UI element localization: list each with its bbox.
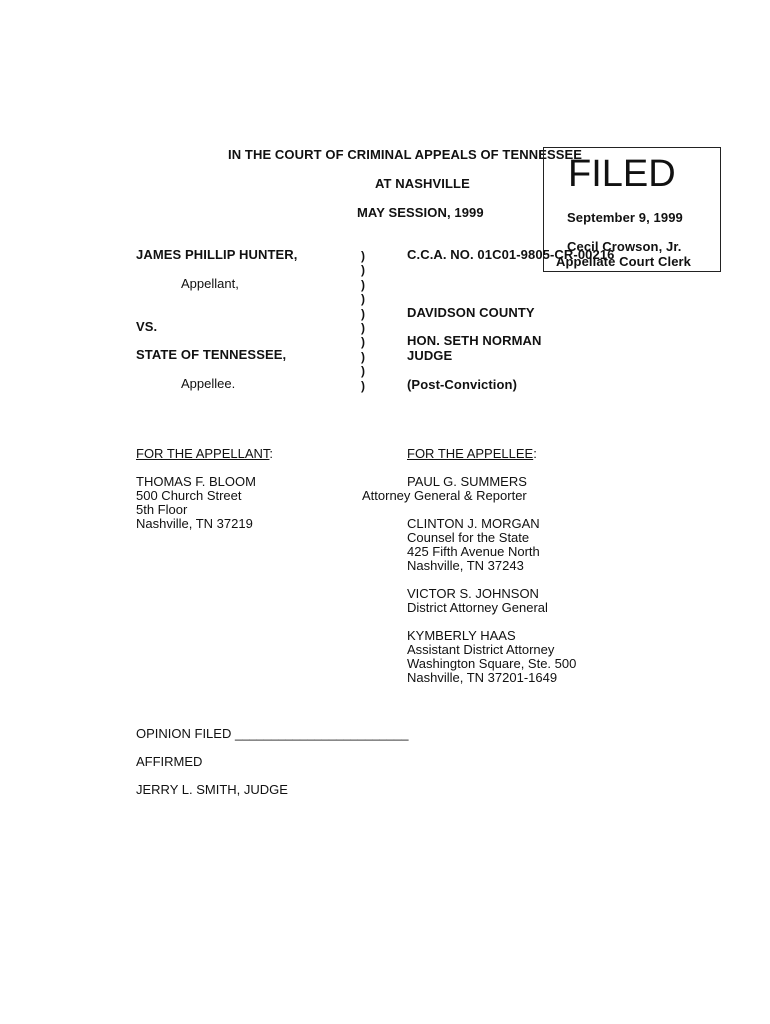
county: DAVIDSON COUNTY — [407, 305, 535, 320]
counsel-line: 425 Fifth Avenue North — [407, 544, 540, 559]
stamp-clerk-name: Cecil Crowson, Jr. — [567, 239, 682, 254]
assistant-da-block — [407, 629, 576, 685]
counsel-line: CLINTON J. MORGAN — [407, 516, 540, 531]
stamp-filed-label: FILED — [568, 153, 676, 195]
stamp-date: September 9, 1999 — [567, 210, 683, 225]
counsel-line: Nashville, TN 37243 — [407, 558, 524, 573]
counsel-line: VICTOR S. JOHNSON — [407, 586, 539, 601]
court-location: AT NASHVILLE — [375, 176, 470, 191]
counsel-line: Counsel for the State — [407, 530, 530, 545]
counsel-line: Nashville, TN 37219 — [136, 516, 253, 531]
counsel-line: 500 Church Street — [136, 488, 242, 503]
disposition: AFFIRMED — [136, 754, 203, 769]
caption-separator: ) ) ) ) ) ) ) ) ) ) — [361, 249, 365, 393]
appellee-counsel-header: FOR THE APPELLEE: — [407, 446, 537, 461]
attorney-general-title: Attorney General & Reporter — [362, 488, 527, 503]
appellee-role: Appellee. — [181, 376, 236, 391]
case-number: C.C.A. NO. 01C01-9805-CR-00216 — [407, 247, 615, 262]
court-title: IN THE COURT OF CRIMINAL APPEALS OF TENNESSEE — [228, 147, 583, 162]
counsel-line: Washington Square, Ste. 500 — [407, 656, 577, 671]
appellant-role: Appellant, — [181, 276, 239, 291]
appellant-name: JAMES PHILLIP HUNTER, — [136, 247, 298, 262]
attorney-general-name: PAUL G. SUMMERS — [407, 474, 527, 489]
appellant-counsel-header: FOR THE APPELLANT: — [136, 446, 274, 461]
opinion-filed-line: OPINION FILED ________________________ — [136, 726, 409, 741]
opinion-author: JERRY L. SMITH, JUDGE — [136, 782, 288, 797]
counsel-line: Nashville, TN 37201-1649 — [407, 670, 558, 685]
trial-judge-name: HON. SETH NORMAN — [407, 333, 542, 348]
trial-judge-title: JUDGE — [407, 348, 453, 363]
counsel-line: THOMAS F. BLOOM — [136, 474, 256, 489]
stamp-clerk-title: Appellate Court Clerk — [556, 254, 692, 269]
court-session: MAY SESSION, 1999 — [357, 205, 484, 220]
counsel-line: 5th Floor — [136, 502, 188, 517]
appellee-name: STATE OF TENNESSEE, — [136, 347, 287, 362]
district-attorney-block — [407, 587, 548, 615]
state-counsel-block — [407, 517, 540, 573]
appellant-counsel-block — [136, 475, 256, 531]
proceeding-type: (Post-Conviction) — [407, 377, 518, 392]
counsel-line: District Attorney General — [407, 600, 548, 615]
versus-label: VS. — [136, 319, 158, 334]
counsel-line: KYMBERLY HAAS — [407, 628, 516, 643]
counsel-line: Assistant District Attorney — [407, 642, 555, 657]
